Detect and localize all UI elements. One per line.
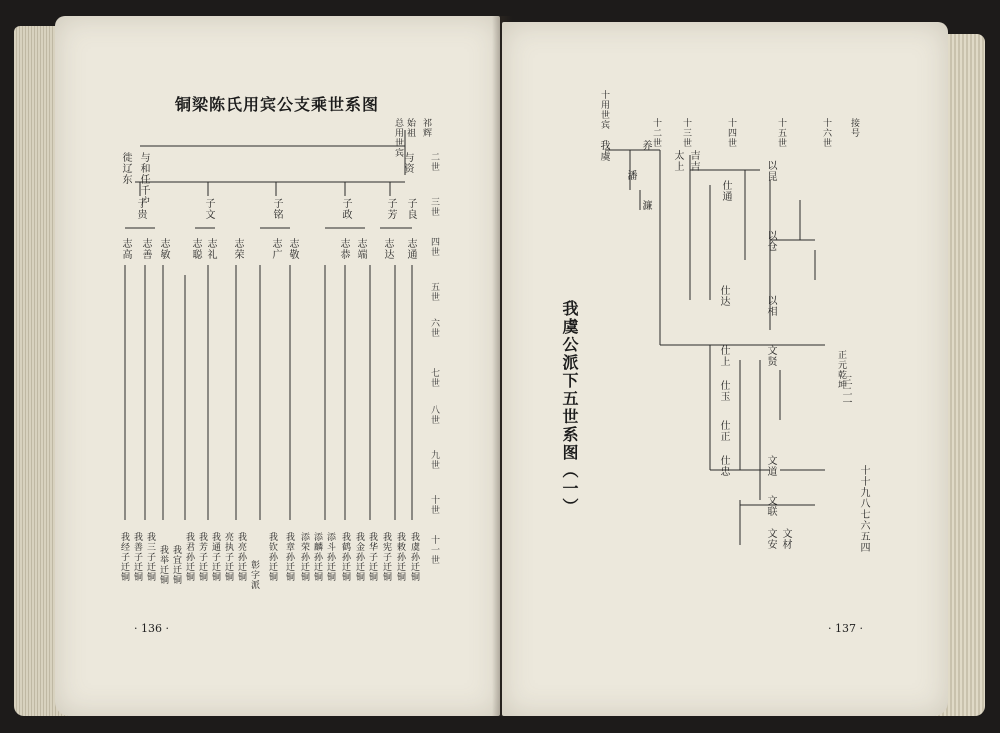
right-header-4: 十四世 <box>726 118 736 148</box>
bottom-item-21: 我敕孙迁铜 <box>395 532 405 582</box>
gen4-item-8: 志敬 <box>287 238 298 260</box>
bottom-item-9: 亮执子迁铜 <box>223 532 233 582</box>
bottom-item-17: 我鹤孙迁铜 <box>340 532 350 582</box>
bottom-item-1: 我经子迁铜 <box>119 532 129 582</box>
branch-4: 仕达 <box>718 285 729 307</box>
bottom-item-18: 我金孙迁铜 <box>354 532 364 582</box>
right-header-1: 十用世宾 <box>599 90 609 130</box>
gen4-item-4: 志聪 <box>190 238 201 260</box>
header-label-2: 始祖 <box>405 118 415 138</box>
bottom-item-10: 我亮孙迁铜 <box>236 532 246 582</box>
bottom-item-4: 我举迁铜 <box>158 545 168 585</box>
gen3-item-4: 子政 <box>340 198 351 220</box>
gen4-item-1: 志高 <box>120 238 131 260</box>
branch-5: 仕上 <box>718 345 729 367</box>
right-header-6: 十六世 <box>821 118 831 148</box>
branch-12: 文贤 <box>765 345 776 367</box>
left-page-number: · 136 · <box>134 622 169 635</box>
bottom-item-8: 我通子迁铜 <box>210 532 220 582</box>
right-page-number: · 137 · <box>828 622 863 635</box>
branch-7: 仕正 <box>718 420 729 442</box>
gen4-item-6: 志荣 <box>232 238 243 260</box>
gen-label-4: 四世 <box>429 237 439 257</box>
root-child-1: 养 <box>640 140 651 151</box>
bottom-item-20: 我宪子迁铜 <box>381 532 391 582</box>
gen2-item-2: 与和任千户 <box>138 152 149 207</box>
gen2-item-3: 与资 <box>402 152 413 174</box>
header-label-1: 总用世宾 <box>393 118 403 158</box>
root-child-3: 濂 <box>640 200 651 211</box>
gen-label-11: 十一世 <box>429 535 439 565</box>
header-label-3: 祁辉 <box>421 118 431 138</box>
branch-14: 文联 <box>765 495 776 517</box>
bottom-item-13: 我章孙迁铜 <box>284 532 294 582</box>
bottom-item-14: 添荣孙迁铜 <box>299 532 309 582</box>
gen4-item-10: 志端 <box>355 238 366 260</box>
right-header-7: 接号 <box>849 118 859 138</box>
gen2-item-1: 徙辽东 <box>120 152 131 185</box>
right-header-3: 十三世 <box>681 118 691 148</box>
right-header-2: 十二世 <box>651 118 661 148</box>
bottom-item-6: 我君孙迁铜 <box>184 532 194 582</box>
gen4-item-11: 志达 <box>382 238 393 260</box>
branch-13: 文道 <box>765 455 776 477</box>
bottom-item-15: 添麟孙迁铜 <box>312 532 322 582</box>
bottom-item-5: 我宜迁铜 <box>171 545 181 585</box>
gen-label-5: 五世 <box>429 282 439 302</box>
branch-2: 吉吉 <box>688 150 699 172</box>
gen4-item-2: 志善 <box>140 238 151 260</box>
branch-16: 文材 <box>780 528 791 550</box>
gen-label-3: 三世 <box>429 197 439 217</box>
bottom-item-3: 我三子迁铜 <box>145 532 155 582</box>
branch-11: 以相 <box>765 295 776 317</box>
gen-label-10: 十世 <box>429 495 439 515</box>
bottom-item-16: 添斗孙迁铜 <box>325 532 335 582</box>
gen4-item-7: 志广 <box>270 238 281 260</box>
bottom-item-11: 彰字派 <box>249 560 259 590</box>
gen-label-7: 七世 <box>429 368 439 388</box>
gen-label-9: 九世 <box>429 450 439 470</box>
misc-label-1: 三二一 <box>840 375 851 408</box>
gen4-item-9: 志恭 <box>338 238 349 260</box>
gen3-item-5: 子芳 <box>385 198 396 220</box>
bottom-item-22: 我虞孙迁铜 <box>409 532 419 582</box>
bottom-item-12: 我钦孙迁铜 <box>267 532 277 582</box>
gen4-item-3: 志敏 <box>158 238 169 260</box>
gen3-item-3: 子铭 <box>271 198 282 220</box>
gen-label-2: 二世 <box>429 152 439 172</box>
gen3-item-2: 子文 <box>203 198 214 220</box>
bottom-item-2: 我善子迁铜 <box>132 532 142 582</box>
branch-10: 以仓 <box>765 230 776 252</box>
gen4-item-5: 志礼 <box>205 238 216 260</box>
right-header-5: 十五世 <box>776 118 786 148</box>
branch-3: 仕通 <box>720 180 731 202</box>
gen-label-8: 八世 <box>429 405 439 425</box>
branch-8: 仕忠 <box>718 455 729 477</box>
right-page-title: 我虞公派下五世系图（一） <box>560 300 579 516</box>
branch-15: 文安 <box>765 528 776 550</box>
misc-label-2: 正元乾坤 <box>836 350 846 390</box>
bottom-note: 十十九八七六五四 <box>858 465 869 553</box>
branch-1: 太上 <box>672 150 683 172</box>
gen-label-6: 六世 <box>429 318 439 338</box>
root-ancestor: 我虞 <box>598 140 609 162</box>
branch-9: 以昆 <box>765 160 776 182</box>
gen3-item-6: 子良 <box>405 198 416 220</box>
gen4-item-12: 志通 <box>405 238 416 260</box>
left-page-title: 铜梁陈氏用宾公支乘世系图 <box>175 95 380 114</box>
branch-6: 仕玉 <box>718 380 729 402</box>
bottom-item-7: 我芳子迁铜 <box>197 532 207 582</box>
root-child-2: 潘 <box>625 170 636 181</box>
gen3-item-1: 子贵 <box>135 198 146 220</box>
bottom-item-19: 我华子迁铜 <box>367 532 377 582</box>
